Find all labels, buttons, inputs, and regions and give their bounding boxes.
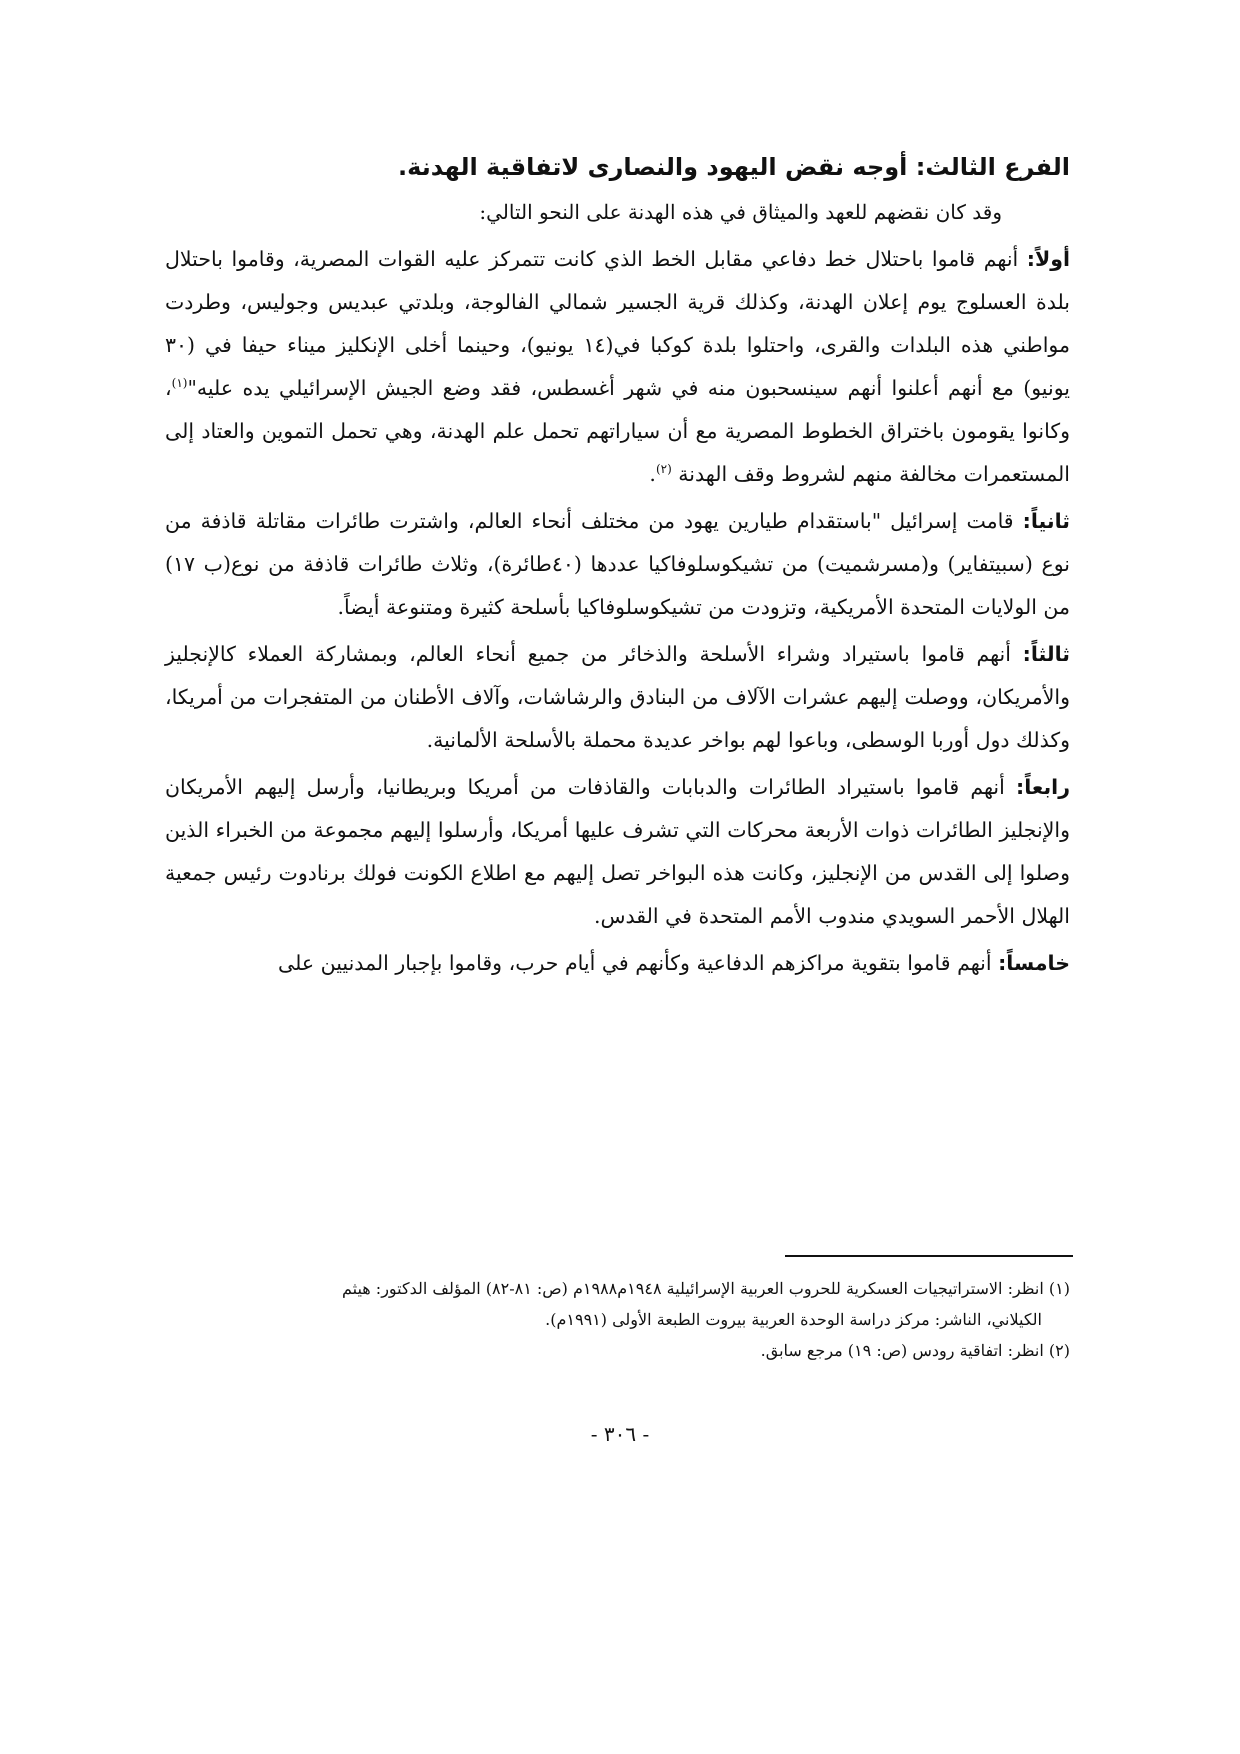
paragraph-lead: ثالثاً: <box>1022 642 1070 666</box>
paragraph-lead: رابعاً: <box>1016 775 1070 799</box>
paragraph-end: . <box>649 462 656 486</box>
paragraph-text-continued: ، وكانوا يقومون باختراق الخطوط المصرية مع أن سياراتهم تحمل علم الهدنة، وهي تحمل التموين والعتاد إلى المستعمرات مخالفة منهم لشروط وقف الهدنة <box>165 376 1070 486</box>
section-heading <box>165 150 1070 184</box>
paragraph-text: أنهم قاموا باستيراد وشراء الأسلحة والذخائر من جميع أنحاء العالم، وبمشاركة العملاء كالإنجليز والأمريكان، ووصلت إليهم عشرات الآلاف من البنادق والرشاشات، وآلاف الأطنان من المتفجرات من أمريكا، وكذلك دول أوربا الوسطى، وباعوا لهم بواخر عديدة محملة بالأسلحة الألمانية. <box>165 642 1070 752</box>
footnote-2-text: (٢) انظر: اتفاقية رودس (ص: ١٩) مرجع سابق. <box>760 1341 1070 1360</box>
paragraph-lead: خامساً: <box>998 951 1070 975</box>
paragraph-text: أنهم قاموا باحتلال خط دفاعي مقابل الخط الذي كانت تتمركز عليه القوات المصرية، وقاموا باحتلال بلدة العسلوج يوم إعلان الهدنة، وكذلك قرية الجسير شمالي الفالوجة، وبلدتي عبديس وجوليس، وطردت مواطني هذه البلدات والقرى، واحتلوا بلدة كوكبا في(١٤ يونيو)، وحينما أخلى الإنكليز ميناء حيفا في (٣٠ يونيو) مع أنهم أعلنوا أنهم سينسحبون منه في شهر أغسطس، فقد وضع الجيش الإسرائيلي يده عليه" <box>165 247 1070 400</box>
footnote-2 <box>165 1335 1070 1366</box>
intro-paragraph: وقد كان نقضهم للعهد والميثاق في هذه الهدنة على النحو التالي: <box>479 200 1002 224</box>
footnote-1 <box>165 1273 1070 1335</box>
heading-title: : أوجه نقض اليهود والنصارى لاتفاقية الهدنة. <box>398 153 926 181</box>
paragraph-text: قامت إسرائيل "باستقدام طيارين يهود من مختلف أنحاء العالم، واشترت طائرات مقاتلة قاذفة من نوع (سبيتفاير) و(مسرشميت) من تشيكوسلوفاكيا عددها (٤٠طائرة)، وثلاث طائرات قاذفة من نوع(ب ١٧) من الولايات المتحدة الأمريكية، وتزودت من تشيكوسلوفاكيا بأسلحة كثيرة ومتنوعة أيضاً. <box>165 509 1070 619</box>
heading-prefix: الفرع الثالث <box>925 153 1070 181</box>
footnotes <box>165 1273 1070 1366</box>
footnote-1-first-line: (١) انظر: الاستراتيجيات العسكرية للحروب العربية الإسرائيلية ١٩٤٨م١٩٨٨م (ص: ٨١-٨٢) المؤلف الدكتور: هيثم <box>341 1279 1070 1298</box>
paragraph-fifth <box>165 942 1070 985</box>
paragraph-first <box>165 238 1070 496</box>
footnote-ref-1[interactable]: (١) <box>171 376 188 391</box>
footnote-1-continuation: الكيلاني، الناشر: مركز دراسة الوحدة العربية بيروت الطبعة الأولى (١٩٩١م). <box>545 1310 1042 1329</box>
paragraph-lead: أولاً: <box>1026 247 1070 271</box>
page-number: - ٣٠٦ - <box>590 1422 650 1446</box>
paragraph-text: أنهم قاموا بتقوية مراكزهم الدفاعية وكأنهم في أيام حرب، وقاموا بإجبار المدنيين على <box>278 951 999 975</box>
paragraph-third <box>165 633 1070 762</box>
paragraph-text: أنهم قاموا باستيراد الطائرات والدبابات والقاذفات من أمريكا وبريطانيا، وأرسل إليهم الأمريكان والإنجليز الطائرات ذوات الأربعة محركات التي تشرف عليها أمريكا، وأرسلوا إليهم مجموعة من الخبراء الذين وصلوا إلى القدس من الإنجليز، وكانت هذه البواخر تصل إليهم مع اطلاع الكونت فولك برنادوت رئيس جمعية الهلال الأحمر السويدي مندوب الأمم المتحدة في القدس. <box>165 775 1070 928</box>
footnote-separator <box>785 1255 1073 1257</box>
paragraph-fourth <box>165 766 1070 938</box>
footnote-ref-2[interactable]: (٢) <box>655 462 672 477</box>
paragraph-second <box>165 500 1070 629</box>
main-text <box>165 150 1070 989</box>
paragraph-lead: ثانياً: <box>1022 509 1070 533</box>
